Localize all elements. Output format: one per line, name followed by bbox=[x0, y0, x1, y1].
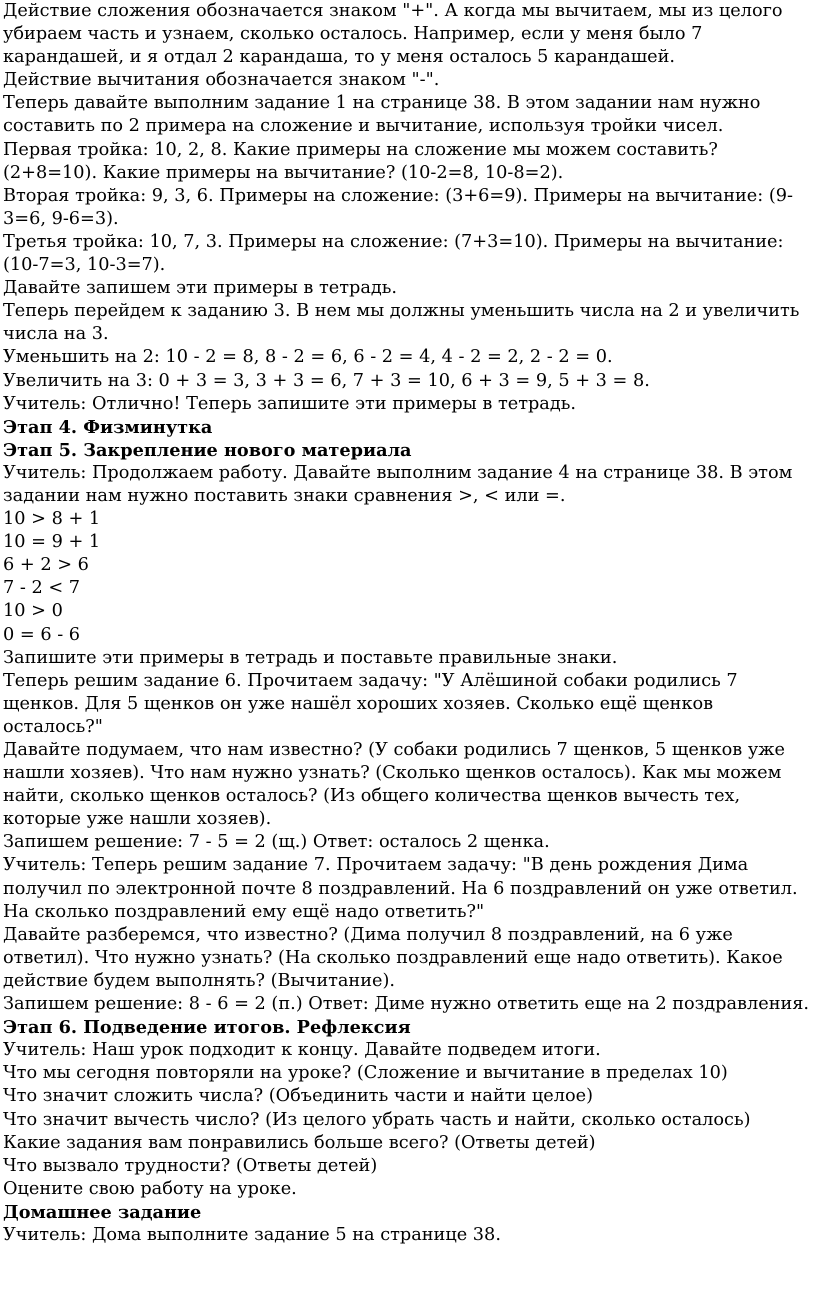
paragraph: Теперь давайте выполним задание 1 на странице 38. В этом задании нам нужно составить по 2 примера на сложение и вычитание, используя тройки чисел. bbox=[3, 93, 761, 137]
paragraph: Третья тройка: 10, 7, 3. Примеры на сложение: (7+3=10). Примеры на вычитание: (10-7=3, 10-3=7). bbox=[3, 231, 784, 276]
paragraph: Увеличить на 3: 0 + 3 = 3, 3 + 3 = 6, 7 + 3 = 10, 6 + 3 = 9, 5 + 3 = 8. bbox=[3, 370, 650, 391]
paragraph: 0 = 6 - 6 bbox=[3, 624, 81, 645]
section-heading: Домашнее задание bbox=[3, 1201, 202, 1223]
paragraph: Уменьшить на 2: 10 - 2 = 8, 8 - 2 = 6, 6 - 2 = 4, 4 - 2 = 2, 2 - 2 = 0. bbox=[3, 347, 613, 368]
paragraph: Что значит сложить числа? (Объединить части и найти целое) bbox=[3, 1086, 593, 1107]
paragraph: Что вызвало трудности? (Ответы детей) bbox=[3, 1155, 378, 1176]
paragraph: Запишем решение: 7 - 5 = 2 (щ.) Ответ: осталось 2 щенка. bbox=[3, 832, 550, 853]
paragraph: Теперь перейдем к заданию 3. В нем мы должны уменьшить числа на 2 и увеличить числа на 3. bbox=[3, 301, 800, 345]
paragraph: Оцените свою работу на уроке. bbox=[3, 1178, 297, 1199]
paragraph: Давайте подумаем, что нам известно? (У собаки родились 7 щенков, 5 щенков уже нашли хозяев). Что нам нужно узнать? (Сколько щенков осталось). Как мы можем найти, сколько щенков осталось? (Из общего количества щенков вычесть тех, которые уже нашли хозяев). bbox=[3, 740, 785, 830]
paragraph: 10 > 0 bbox=[3, 601, 63, 622]
paragraph: Учитель: Дома выполните задание 5 на странице 38. bbox=[3, 1224, 501, 1245]
paragraph: Учитель: Продолжаем работу. Давайте выполним задание 4 на странице 38. В этом задании нам нужно поставить знаки сравнения >, < или =. bbox=[3, 462, 793, 506]
paragraph: Что значит вычесть число? (Из целого убрать часть и найти, сколько осталось) bbox=[3, 1109, 751, 1130]
paragraph: Давайте разберемся, что известно? (Дима получил 8 поздравлений, на 6 уже ответил). Что нужно узнать? (На сколько поздравлений еще надо ответить). Какое действие будем выполнять? (Вычитание). bbox=[3, 924, 783, 991]
paragraph: 6 + 2 > 6 bbox=[3, 555, 89, 576]
section-heading: Этап 5. Закрепление нового материала bbox=[3, 439, 412, 461]
paragraph: Действие вычитания обозначается знаком "-". bbox=[3, 70, 440, 91]
paragraph: Что мы сегодня повторяли на уроке? (Сложение и вычитание в пределах 10) bbox=[3, 1063, 728, 1084]
paragraph: Первая тройка: 10, 2, 8. Какие примеры на сложение мы можем составить? (2+8=10). Какие примеры на вычитание? (10-2=8, 10-8=2). bbox=[3, 139, 718, 183]
paragraph: Какие задания вам понравились больше всего? (Ответы детей) bbox=[3, 1132, 596, 1153]
paragraph: Вторая тройка: 9, 3, 6. Примеры на сложение: (3+6=9). Примеры на вычитание: (9-3=6, 9-6=3). bbox=[3, 185, 793, 229]
paragraph: 10 = 9 + 1 bbox=[3, 532, 101, 553]
paragraph: Теперь решим задание 6. Прочитаем задачу: "У Алёшиной собаки родились 7 щенков. Для 5 щенков он уже нашёл хороших хозяев. Сколько ещё щенков осталось?" bbox=[3, 670, 738, 737]
paragraph: Действие сложения обозначается знаком "+". А когда мы вычитаем, мы из целого убираем часть и узнаем, сколько осталось. Например, если у меня было 7 карандашей, и я отдал 2 карандаша, то у меня осталось 5 карандашей. bbox=[3, 1, 783, 68]
paragraph: Учитель: Наш урок подходит к концу. Давайте подведем итоги. bbox=[3, 1040, 601, 1061]
paragraph: Давайте запишем эти примеры в тетрадь. bbox=[3, 278, 398, 299]
paragraph: Запишем решение: 8 - 6 = 2 (п.) Ответ: Диме нужно ответить еще на 2 поздравления. bbox=[3, 994, 810, 1015]
paragraph: Учитель: Отлично! Теперь запишите эти примеры в тетрадь. bbox=[3, 393, 576, 414]
section-heading: Этап 4. Физминутка bbox=[3, 416, 213, 438]
paragraph: Учитель: Теперь решим задание 7. Прочитаем задачу: "В день рождения Дима получил по электронной почте 8 поздравлений. На 6 поздравлений он уже ответил. На сколько поздравлений ему ещё надо ответить?" bbox=[3, 855, 798, 922]
section-heading: Этап 6. Подведение итогов. Рефлексия bbox=[3, 1017, 411, 1039]
paragraph: 10 > 8 + 1 bbox=[3, 509, 101, 530]
paragraph: Запишите эти примеры в тетрадь и поставьте правильные знаки. bbox=[3, 647, 618, 668]
paragraph: 7 - 2 < 7 bbox=[3, 578, 81, 599]
